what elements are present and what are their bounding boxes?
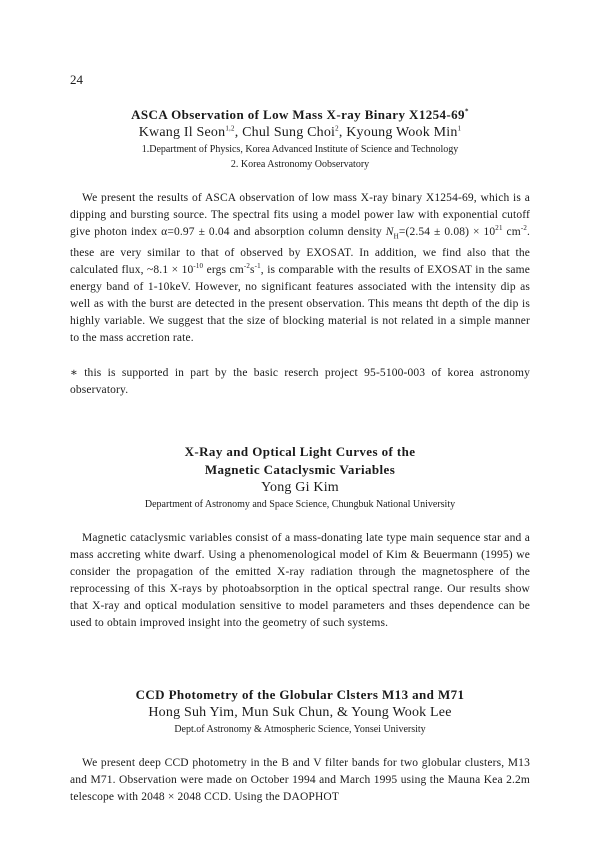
author: Chul Sung Choi <box>242 125 336 140</box>
abstract-title: X-Ray and Optical Light Curves of the <box>184 444 416 459</box>
author-list: Kwang Il Seon$^{1,2}$, Chul Sung Choi$^2$, Kyoung Wook Min$^1$ <box>138 124 462 140</box>
page-number: 24 <box>70 72 83 87</box>
footnote: ∗ this is supported in part by the basic reserch project 95-5100-003 of korea astronomy observatory. <box>70 367 530 397</box>
abstract-asca <box>70 106 530 399</box>
abstract-ccd-photometry <box>70 686 530 806</box>
abstract-title: CCD Photometry of the Globular Clsters M13 and M71 <box>135 687 465 702</box>
abstract-body: We present the results of ASCA observation of low mass X-ray binary X1254-69, which is a dipping and bursting source. The spectral fits using a model power law with exponential cutoff give photon index α=0.97 ± 0.04 and absorption column density $N_H=(2.54 \pm 0.08) \times 10^{21}$ $cm^{-2}$. these are very similar to that of observed by EXOSAT. In addition, we find also that the calculated flux, ~8.1 × $10^{-10}$ ergs $cm^{-2}s^{-1}$, is comparable with the results of EXOSAT in the same energy band of 1-10keV. However, no significant features associated with the intensity dip as well as with the burst are detected in the present observation. This means tht depth of the dip is highly variable. We suggest that the size of blocking material is not related in a simple manner to the mass accretion rate. <box>70 192 531 345</box>
author-list: Yong Gi Kim <box>261 480 339 495</box>
author: Kyoung Wook Min <box>346 125 458 140</box>
abstract-title: ASCA Observation of Low Mass X-ray Binary X1254-69* <box>131 107 469 122</box>
author-list: Hong Suh Yim, Mun Suk Chun, & Young Wook Lee <box>148 705 452 720</box>
author: Kwang Il Seon <box>138 125 226 140</box>
affiliation: Dept.of Astronomy & Atmospheric Science, Yonsei University <box>174 724 426 735</box>
affiliation: 2. Korea Astronomy Oobservatory <box>230 159 370 170</box>
abstract-magnetic-cv <box>70 443 530 632</box>
abstract-title: Magnetic Cataclysmic Variables <box>204 462 396 477</box>
affiliation: 1.Department of Physics, Korea Advanced Institute of Science and Technology <box>141 144 459 155</box>
abstract-body: Magnetic cataclysmic variables consist of a mass-donating late type main sequence star and a mass accreting white dwarf. Using a phenomenological model of Kim & Beuermann (1995) we consider the propagation of the emitted X-ray radiation through the magnetosphere of the reprocessing of this X-rays by photoabsorption in the optical spectral range. Our results show that X-ray and optical modulation sensitive to model parameters and thses dependence can be used to obtain improved insight into the geometry of such systems. <box>70 532 530 629</box>
affiliation: Department of Astronomy and Space Science, Chungbuk National University <box>144 499 456 510</box>
abstract-body: We present deep CCD photometry in the B and V filter bands for two globular clusters, M13 and M71. Observation were made on October 1994 and March 1995 using the Mauna Kea 2.2m telescope with 2048 × 2048 CCD. Using the DAOPHOT <box>70 757 530 803</box>
